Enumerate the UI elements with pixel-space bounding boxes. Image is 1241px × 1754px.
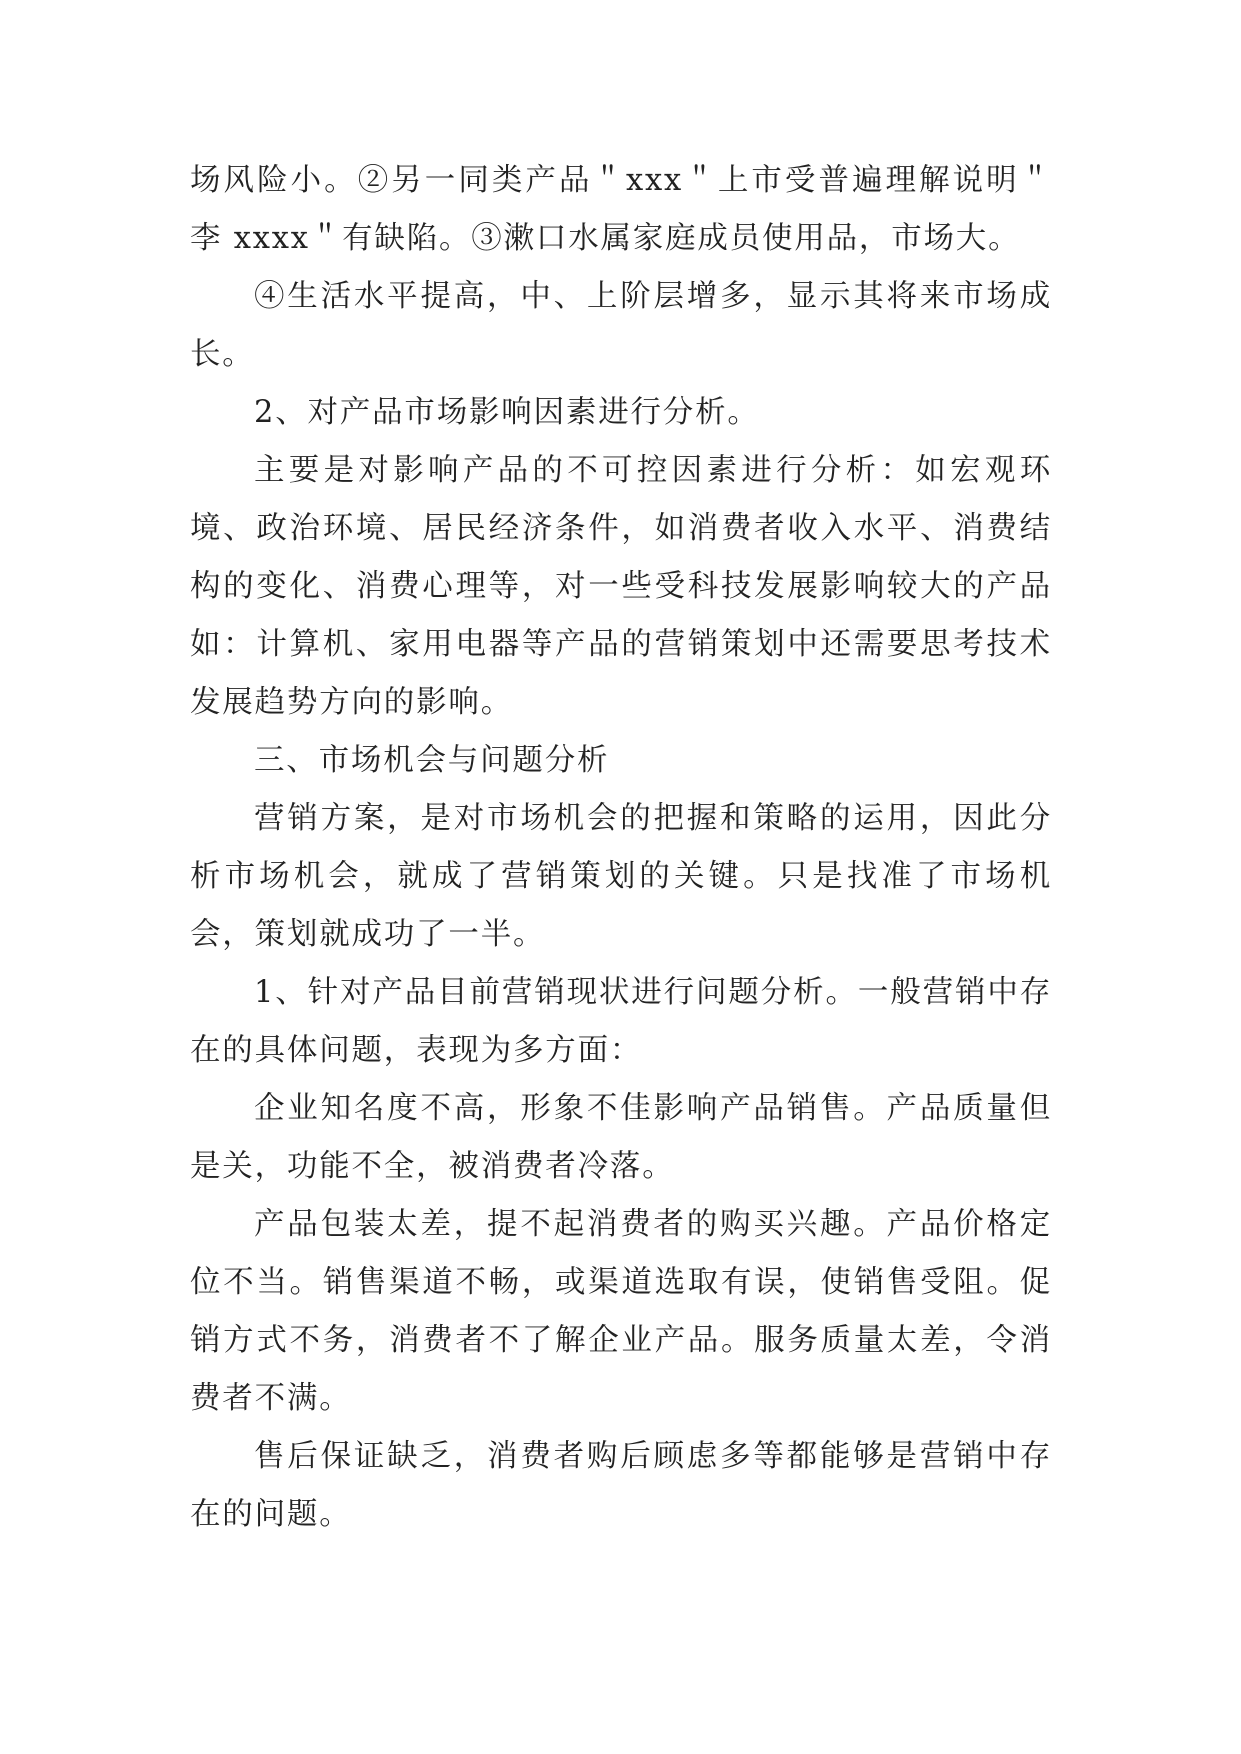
paragraph: 售后保证缺乏，消费者购后顾虑多等都能够是营销中存在的问题。 — [190, 1439, 1052, 1532]
paragraph: 产品包装太差，提不起消费者的购买兴趣。产品价格定位不当。销售渠道不畅，或渠道选取有误，使销售受阻。促销方式不务，消费者不了解企业产品。服务质量太差，令消费者不满。 — [190, 1207, 1052, 1416]
paragraph: ④生活水平提高，中、上阶层增多，显示其将来市场成长。 — [190, 279, 1052, 372]
paragraph: 主要是对影响产品的不可控因素进行分析：如宏观环境、政治环境、居民经济条件，如消费者收入水平、消费结构的变化、消费心理等，对一些受科技发展影响较大的产品如：计算机、家用电器等产品的营销策划中还需要思考技术发展趋势方向的影响。 — [190, 453, 1052, 720]
paragraph: 1、针对产品目前营销现状进行问题分析。一般营销中存在的具体问题，表现为多方面： — [190, 975, 1052, 1068]
paragraph: 2、对产品市场影响因素进行分析。 — [254, 395, 760, 430]
document-body — [190, 152, 1052, 1544]
section-heading: 三、市场机会与问题分析 — [254, 743, 610, 778]
paragraph: 营销方案，是对市场机会的把握和策略的运用，因此分析市场机会，就成了营销策划的关键。只是找准了市场机会，策划就成功了一半。 — [190, 801, 1052, 952]
paragraph: 场风险小。②另一同类产品＂xxx＂上市受普遍理解说明＂李 xxxx＂有缺陷。③漱口水属家庭成员使用品，市场大。 — [190, 163, 1052, 256]
paragraph: 企业知名度不高，形象不佳影响产品销售。产品质量但是关，功能不全，被消费者冷落。 — [190, 1091, 1052, 1184]
